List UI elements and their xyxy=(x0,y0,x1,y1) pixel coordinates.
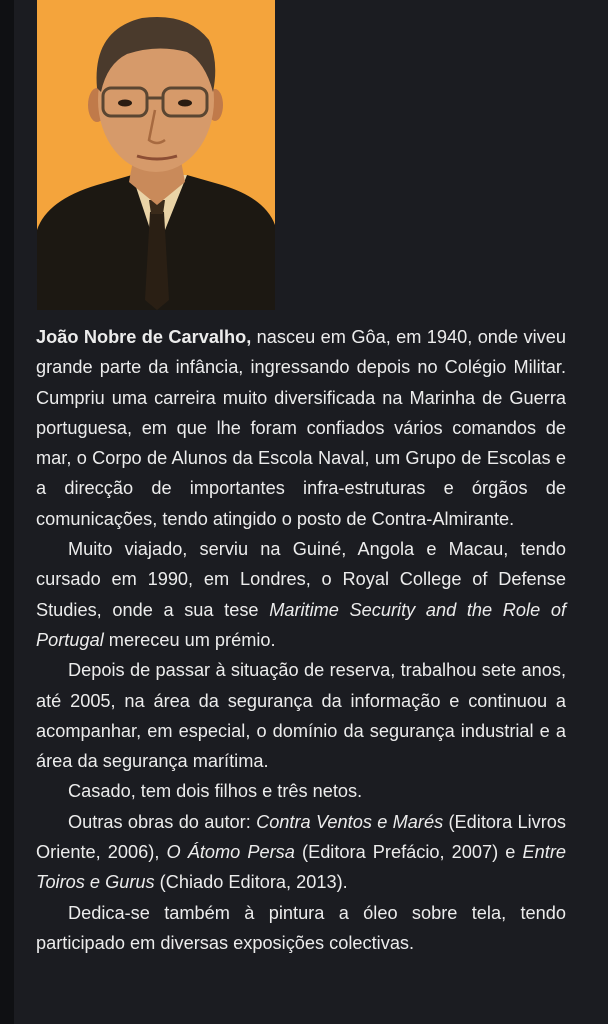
author-portrait-illustration xyxy=(37,0,275,310)
book-publisher-1: (Editora Livros Oriente, 2006), xyxy=(36,811,567,863)
bio-paragraph-2 xyxy=(36,534,566,655)
author-name: João Nobre de Carvalho, xyxy=(36,327,252,347)
book-title-1: Contra Ventos e Marés xyxy=(256,811,444,832)
bio-paragraph-5 xyxy=(36,807,566,898)
book-publisher-3: (Chiado Editora, 2013). xyxy=(154,872,348,893)
author-biography xyxy=(36,322,566,958)
thesis-title: Maritime Security and the Role of Portugal xyxy=(36,599,566,650)
bio-paragraph-4: Casado, tem dois filhos e três netos. xyxy=(68,781,363,802)
cover-spine-edge xyxy=(0,0,14,1024)
other-works-intro: Outras obras do autor: xyxy=(68,811,257,832)
book-publisher-2: (Editora Prefácio, 2007) e xyxy=(294,842,523,863)
bio-paragraph-2-text-b: mereceu um prémio. xyxy=(103,629,276,650)
bio-paragraph-2-text-a: Muito viajado, serviu na Guiné, Angola e Macau, tendo cursado em 1990, em Londres, o Royal College of Defense Studies, onde a sua tese xyxy=(36,539,566,620)
bio-paragraph-1 xyxy=(36,322,566,534)
bio-paragraph-6: Dedica-se também à pintura a óleo sobre tela, tendo participado em diversas exposições colectivas. xyxy=(36,902,566,953)
book-title-3: Entre Toiros e Gurus xyxy=(36,842,566,893)
book-title-2: O Átomo Persa xyxy=(166,842,295,863)
author-portrait xyxy=(37,0,275,310)
bio-paragraph-3: Depois de passar à situação de reserva, trabalhou sete anos, até 2005, na área da segurança da informação e continuou a acompanhar, em especial, o domínio da segurança industrial e a área da segurança marítima. xyxy=(36,660,566,772)
bio-paragraph-1-text: nasceu em Gôa, em 1940, onde viveu grande parte da infância, ingressando depois no Colégio Militar. Cumpriu uma carreira muito diversificada na Marinha de Guerra portuguesa, em que lhe foram confiados vários comandos de mar, o Corpo de Alunos da Escola Naval, um Grupo de Escolas e a direcção de importantes infra-estruturas e órgãos de comunicações, tendo atingido o posto de Contra-Almirante. xyxy=(36,327,566,529)
